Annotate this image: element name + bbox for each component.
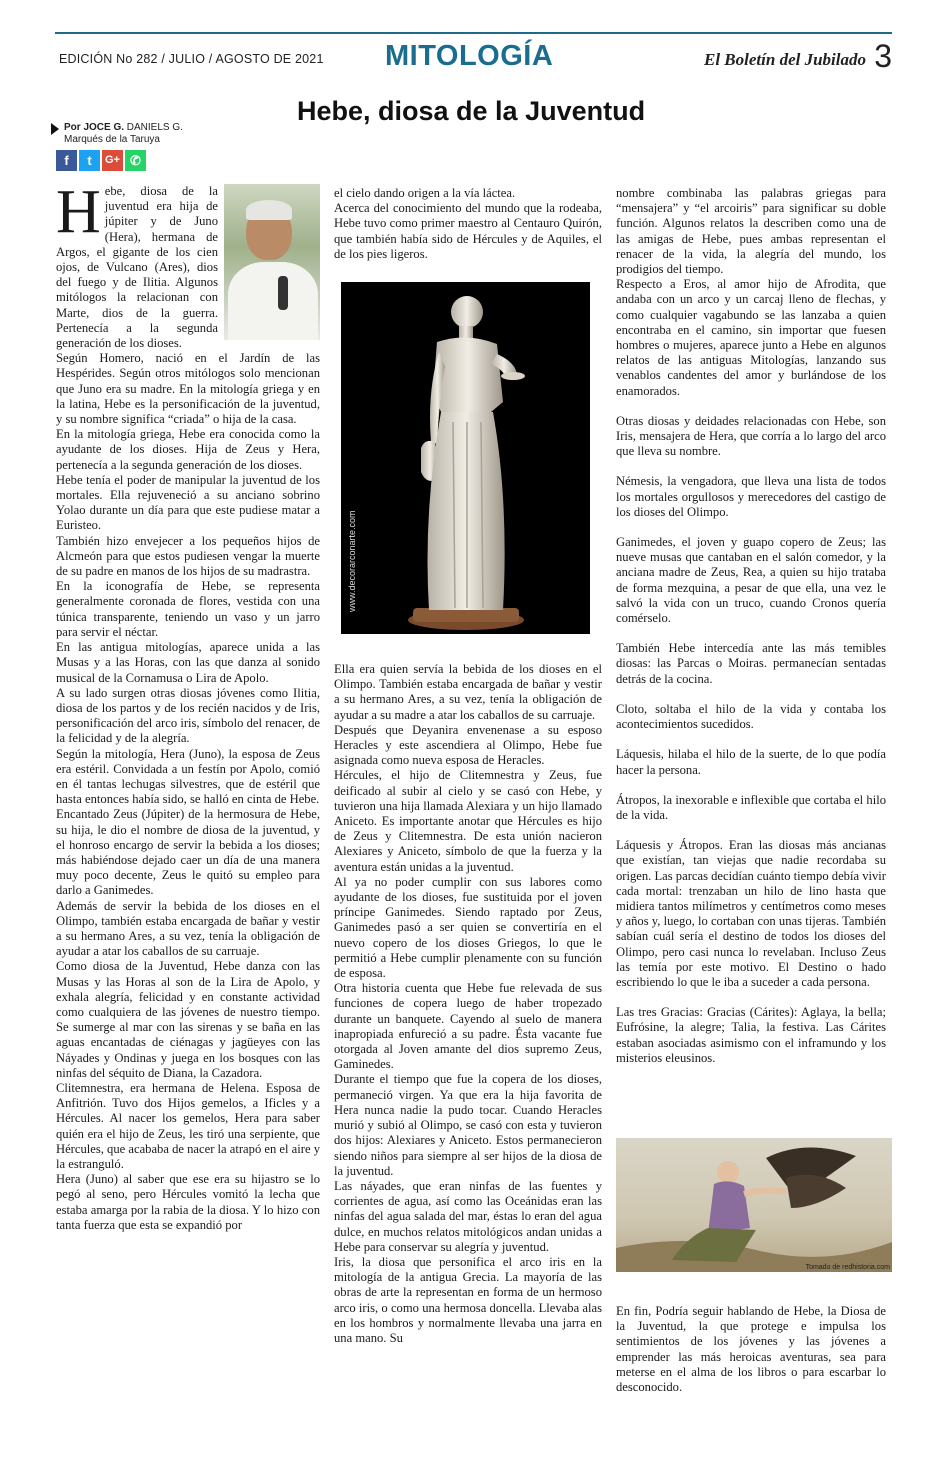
byline-arrow-icon	[51, 123, 59, 135]
paragraph: Ganimedes, el joven y guapo copero de Zeus; las nueve musas que cantaban en el salón comedor, y la anciana madre de Zeus, Rea, a quien su hijo trataba de forma mezquina, a pesar de que ella, una vez le salvó la vida con un truco, cuando Cronos quería comérselo.	[616, 535, 886, 626]
paragraph: Durante el tiempo que fue la copera de los dioses, permaneció virgen. Ya que era la hija favorita de Hera nunca nadie la pudo tocar. Cuando Heracles murió y subió al Olimpo, se casó con esta y tuvieron dos hijos: Alexiares y Aniceto. Estos permanecieron siendo niños para siempre al ser hijos de la diosa de la juventud.	[334, 1072, 602, 1178]
paragraph: Hércules, el hijo de Clitemnestra y Zeus, fue deificado al subir al cielo y se casó con Hebe, y tuvieron una hija llamada Alexiara y un hijo llamado Aniceto. Es importante anotar que Hércules es hijo de Zeus y Clitemnestra. De esta unión nacieron Alexiares y Aniceto, símbolo de que la fuerza y la aventura están unidas a la juventud.	[334, 768, 602, 874]
paragraph: Después que Deyanira envenenase a su esposo Heracles y este ascendiera al Olimpo, Hebe fue asignada como nueva esposa de Heracles.	[334, 722, 602, 768]
paragraph: Como diosa de la Juventud, Hebe danza con las Musas y las Horas al son de la Lira de Apolo, y exhala alegría, felicidad y en constante actividad como cualquiera de las jóvenes de nuestro tiempo. Se sumerge al mar con las sirenas y se baña en las aguas encantadas de ciénagas y jagüeyes con las Náyades y Ondinas y juega en los bosques con las ninfas del séquito de Diana, la Cazadora.	[56, 959, 320, 1080]
first-paragraph: Hebe, diosa de la juventud era hija de júpiter y de Juno (Hera), hermana de Argos, el gigante de los cien ojos, de Vulcano (Ares), dios del fuego y de Ilitia. Algunos mitólogos la relacionan con Marte, dios de la guerra. Pertenecía a la segunda generación de los dioses.	[56, 178, 218, 351]
paragraph: Hebe tenía el poder de manipular la juventud de los mortales. Ella rejuveneció a su anciano sobrino Yolao durante un día para que este pudiese matar a Euristeo.	[56, 472, 320, 533]
paragraph: En la mitología griega, Hebe era conocida como la ayudante de los dioses. Hija de Zeus y Hera, pertenecía a la segunda generación de los dioses.	[56, 427, 320, 472]
photo-credit: www.decorarconarte.com	[347, 510, 357, 612]
hebe-statue-photo	[341, 282, 590, 634]
paragraph: Las náyades, que eran ninfas de las fuentes y corrientes de agua, así como las Oceánidas eran las ninfas del agua salada del mar, éstas lo eran del agua dulce, en muchos relatos mitológicos andan unidas a Hebe para conservar su alegría y juventud.	[334, 1178, 602, 1254]
article-column-2-top	[334, 186, 602, 262]
article-headline: Hebe, diosa de la Juventud	[297, 96, 646, 126]
paragraph: También hizo envejecer a los pequeños hijos de Alcmeón para que estos pudiesen vengar la muerte de su padre en manos de los hijos de su madrastra.	[56, 533, 320, 579]
paragraph: Respecto a Eros, al amor hijo de Afrodita, que andaba con un arco y un carcaj lleno de flechas, y como cualquier vagabundo se las lanzaba a quien encontraba en el camino, sin importar que fuesen hombres o mujeres, aparece junto a Hebe en algunos relatos de las antiguas Mitologías, lanzando sus venablos candentes del amor y burlándose de los enamorados.	[616, 277, 886, 398]
paragraph: Según Homero, nació en el Jardín de las Hespérides. Según otros mitólogos solo mencionan que Juno era su madre. En la mitología griega y en la latina, Hebe es la personificación de la juventud, y su nombre significa “criada” o hija de la casa.	[56, 351, 320, 427]
paragraph: En la iconografía de Hebe, se representa generalmente coronada de flores, vestida con una túnica transparente, teniendo un vaso y un jarro para servir el néctar.	[56, 579, 320, 639]
paragraph: Acerca del conocimiento del mundo que la rodeaba, Hebe tuvo como primer maestro al Centauro Quirón, que también había sido de Hércules y de Aquiles, el de los pies ligeros.	[334, 201, 602, 261]
paragraph: Láquesis y Átropos. Eran las diosas más ancianas que existían, tan viejas que nadie recordaba su origen. Las parcas decidían cuánto tiempo debía vivir cada mortal: trenzaban un hilo de lino hasta que midiera tantos milímetros y centímetros como meses y años y, luego, lo cortaban con unas tijeras. También sabían cuál sería el destino de todos los dioses del Olimpo, pero casi nunca lo revelaban. Incluso Zeus las temía por este motivo. El Destino o hado escribiendo lo que le iba a suceder a cada persona.	[616, 838, 886, 989]
paragraph: Las tres Gracias: Gracias (Cárites): Aglaya, la bella; Eufrósine, la alegre; Talia, la festiva. Las Cárites estaban asociadas asimismo con el inframundo y los misterios eleusinos.	[616, 1005, 886, 1065]
paragraph: También Hebe intercedía ante las más temibles diosas: las Parcas o Moiras. permanecían sentadas detrás de la cocina.	[616, 641, 886, 686]
newspaper-name: El Boletín del Jubilado	[704, 50, 866, 69]
paragraph: Hera (Juno) al saber que ese era su hijastro se lo pegó al seno, pero Hércules vomitó la lecha que estaba amarga por la rabia de la diosa. Y lo hizo con tanta fuerza que esta se expandió por	[56, 1172, 320, 1232]
byline-author: Por JOCE G. DANIELS G.	[64, 122, 183, 133]
page-header	[55, 36, 892, 80]
paragraph: Encantado Zeus (Júpiter) de la hermosura de Hebe, su hija, le dio el nombre de diosa de la juventud, y el honroso encargo de servir la bebida a los dioses; más habiéndose dejado caer un día de una manera muy poco decente, Zeus le quitó su empleo para darlo a Ganimedes.	[56, 807, 320, 898]
paragraph: Según la mitología, Hera (Juno), la esposa de Zeus era estéril. Convidada a un festín por Apolo, comió en él tantas lechugas silvestres, que de estéril que hasta entonces había sido, se halló en cinta de Hebe.	[56, 746, 320, 807]
painting-credit: Tomado de redhistoria.com	[805, 1264, 890, 1271]
paragraph: Átropos, la inexorable e inflexible que cortaba el hilo de la vida.	[616, 792, 886, 822]
paragraph: Láquesis, hilaba el hilo de la suerte, de lo que podía hacer la persona.	[616, 747, 886, 777]
paragraph: Además de servir la bebida de los dioses en el Olimpo, también estaba encargada de bañar y vestir a su hermano Ares, a su vez, tenía la obligación de ayudar a atar los caballos de su carruaje.	[56, 898, 320, 959]
paragraph: Otra historia cuenta que Hebe fue relevada de sus funciones de copera luego de haber tropezado durante un banquete. Cayendo al suelo de manera inapropiada enfureció a su padre. Ésta vacante fue otorgada al Joven amante del dios supremo Zeus, Gaminedes.	[334, 981, 602, 1072]
paragraph: En las antigua mitologías, aparece unida a las Musas y a las Horas, con las que danza al sonido musical de la Cornamusa o Lira de Apolo.	[56, 640, 320, 685]
byline-title: Marqués de la Taruya	[64, 134, 160, 145]
paragraph: Cloto, soltaba el hilo de la vida y contaba los acontecimientos sucedidos.	[616, 701, 886, 732]
author-photo	[224, 184, 320, 340]
paragraph: Iris, la diosa que personifica el arco iris en la mitología de la antigua Grecia. La mayoría de las obras de arte la representan en forma de un hermoso arco iris, o como una hermosa doncella. Llevaba alas en los hombros y normalmente llevaba una jarra en una mano. Su	[334, 1254, 602, 1345]
page-number: 3	[874, 38, 892, 74]
article-column-2-bottom	[334, 662, 602, 1346]
paragraph: Al ya no poder cumplir con sus labores como ayudante de los dioses, fue sustituida por el joven príncipe Ganimedes. Siendo raptado por Zeus, Ganimedes pasó a ser quien se convertiría en el nuevo copero de los dioses Griegos, lo que le permitió a Hebe cumplir plenamente con su función de esposa.	[334, 874, 602, 981]
paragraph: nombre combinaba las palabras griegas para “mensajera” y “el arcoiris” para significar su doble función. Algunos relatos la describen como una de las amigas de Hebe, pues ambas representan el renacer de la vida, la alegría del mundo, los prodigios del tiempo.	[616, 186, 886, 277]
twitter-icon[interactable]: t	[79, 150, 100, 171]
google-plus-icon[interactable]: G+	[102, 150, 123, 171]
paragraph: Otras diosas y deidades relacionadas con Hebe, son Iris, mensajera de Hera, que corría a lo largo del arco que lleva su nombre.	[616, 413, 886, 459]
article-column-1	[56, 178, 320, 1233]
edition-label: EDICIÓN No 282 / JULIO / AGOSTO DE 2021	[59, 52, 324, 66]
social-share-bar	[56, 150, 146, 171]
whatsapp-icon[interactable]: ✆	[125, 150, 146, 171]
paragraph: el cielo dando origen a la vía láctea.	[334, 186, 516, 200]
paragraph: En fin, Podría seguir hablando de Hebe, la Diosa de la Juventud, la que protege e impulsa los sentimientos de los jóvenes y las jóvenes a emprender las más heroicas aventuras, sea para meterse en el alma de los libros o para escarbar lo desconocido.	[616, 1304, 886, 1395]
hebe-eagle-painting	[616, 1138, 892, 1272]
drop-cap: H	[56, 178, 101, 246]
paragraph: A su lado surgen otras diosas jóvenes como Ilitia, diosa de los partos y de los recién nacidos y de Iris, personificación del arco iris, símbolo del renacer, de la felicidad y de la alegría.	[56, 685, 320, 746]
header-rule	[55, 32, 892, 34]
section-title: MITOLOGÍA	[385, 40, 554, 72]
closing-paragraph	[616, 1304, 886, 1395]
paragraph: Némesis, la vengadora, que lleva una lista de todos los mortales orgullosos y merecedores del castigo de los dioses del Olimpo.	[616, 474, 886, 519]
paragraph: Ella era quien servía la bebida de los dioses en el Olimpo. También estaba encargada de bañar y vestir a su hermano Ares, a su vez, tenía la obligación de ayudar a su madre a atar los caballos de su carruaje.	[334, 662, 602, 722]
facebook-icon[interactable]: f	[56, 150, 77, 171]
article-column-3	[616, 186, 886, 1066]
paragraph: Clitemnestra, era hermana de Helena. Esposa de Anfitrión. Tuvo dos Hijos gemelos, a Ificles y a Hércules. Al nacer los gemelos, Hera para saber quién era el hijo de Zeus, les tiró una serpiente, que Hércules, que acababa de nacer la atrapó en el aire y la estranguló.	[56, 1080, 320, 1171]
